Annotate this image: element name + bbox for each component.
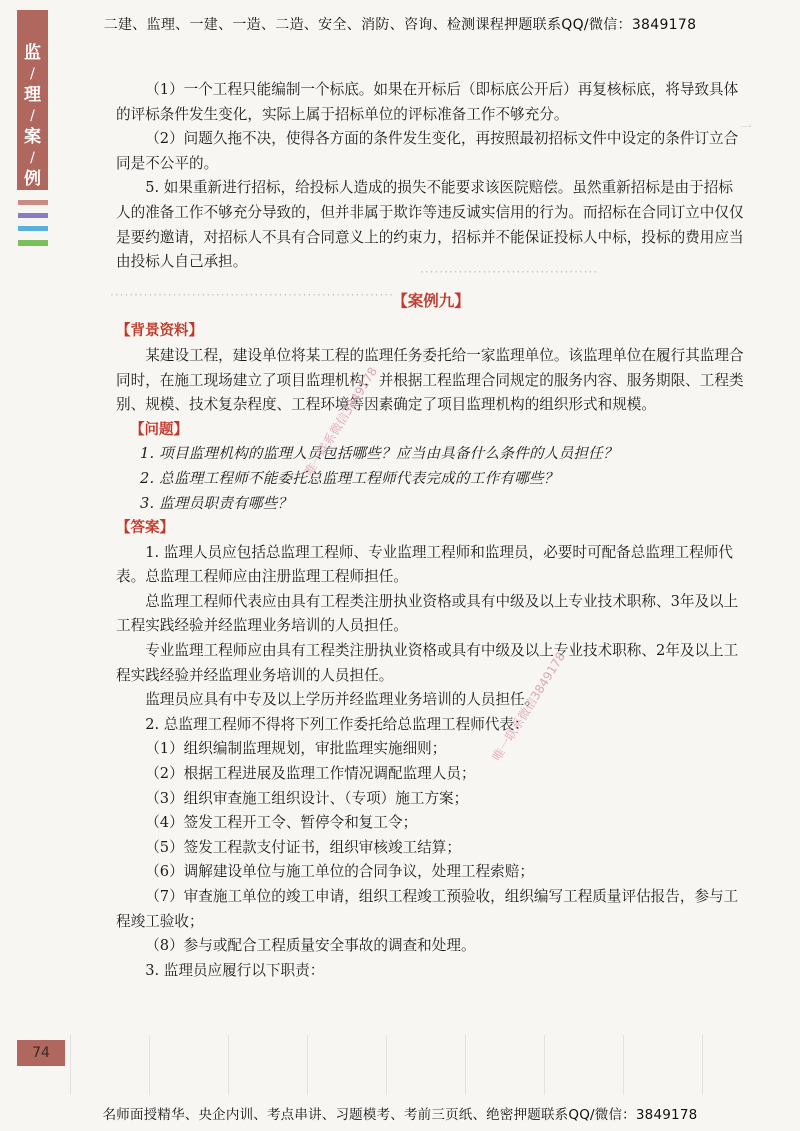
watermark: 唯一联系微信3849178 — [489, 649, 569, 764]
side-tab-char: 例 — [24, 169, 41, 189]
color-stripe — [18, 226, 48, 231]
paragraph: 5. 如果重新进行招标，给投标人造成的损失不能要求该医院赔偿。虽然重新招标是由于招标人的准备工作不够充分导致的，但并非属于欺诈等违反诚实信用的行为。而招标在合同订立中仅仅是要约邀请，对招标人不具有合同意义上的约束力，招标并不能保证投标人中标，投标的费用应当由投标人自己承担。 — [116, 179, 744, 271]
side-tab-char: 理 — [24, 85, 41, 105]
color-stripe — [18, 213, 48, 218]
bleed-through-text: ··························································· — [110, 288, 395, 302]
answer-list-item: （3）组织审查施工组织设计、（专项）施工方案； — [145, 789, 469, 807]
question-item: 1. 项目监理机构的监理人员包括哪些？应当由具备什么条件的人员担任？ — [140, 445, 618, 463]
bleed-through-text: 一 — [740, 120, 754, 134]
background-label: 【背景资料】 — [116, 323, 203, 340]
answer-paragraph: 2. 总监理工程师不得将下列工作委托给总监理工程师代表： — [145, 715, 529, 733]
side-tab-char: 案 — [24, 127, 41, 147]
question-item: 3. 监理员职责有哪些？ — [140, 494, 293, 512]
answer-paragraph: 监理员应具有中专及以上学历并经监理业务培训的人员担任。 — [145, 691, 540, 709]
answer-paragraph: 1. 监理人员应包括总监理工程师、专业监理工程师和监理员，必要时可配备总监理工程师代表。总监理工程师应由注册监理工程师担任。 — [116, 543, 733, 586]
watermark: 唯一联系微信3849178 — [301, 364, 381, 479]
answer-list-item: （2）根据工程进展及监理工作情况调配监理人员； — [145, 765, 476, 783]
side-tab-separator: / — [30, 66, 35, 82]
color-stripe — [18, 200, 48, 205]
paragraph: （2）问题久拖不决，使得各方面的条件发生变化，再按照最初招标文件中设定的条件订立合同是不公平的。 — [116, 130, 739, 172]
answer-list-item: （6）调解建设单位与施工单位的合同争议，处理工程索赔； — [145, 863, 534, 881]
side-tab-separator: / — [30, 150, 35, 166]
page-edge-texture — [70, 1035, 771, 1095]
side-tab-char: 监 — [24, 43, 41, 63]
answer-label: 【答案】 — [116, 520, 174, 537]
case-title: 【案例九】 — [392, 291, 470, 310]
answer-list-item: （1）组织编制监理规划，审批监理实施细则； — [145, 740, 447, 758]
answer-list-item: （8）参与或配合工程质量安全事故的调查和处理。 — [145, 937, 476, 955]
answer-paragraph: 总监理工程师代表应由具有工程类注册执业资格或具有中级及以上专业技术职称、3年及以上工程实践经验并经监理业务培训的人员担任。 — [116, 592, 739, 635]
bottom-banner: 名师面授精华、央企内训、考点串讲、习题模考、考前三页纸、绝密押题联系QQ/微信：3849178 — [102, 1107, 698, 1123]
bleed-through-text: ····································· — [420, 265, 599, 279]
page-number: 74 — [17, 1040, 65, 1066]
answer-list-item: （7）审查施工单位的竣工申请，组织工程竣工预验收，组织编写工程质量评估报告，参与工程竣工验收； — [116, 888, 739, 930]
answer-list-item: （5）签发工程款支付证书，组织审核竣工结算； — [145, 838, 461, 856]
page-content — [116, 78, 746, 983]
questions-label: 【问题】 — [130, 421, 188, 438]
color-stripe — [18, 240, 48, 246]
background-text: 某建设工程，建设单位将某工程的监理任务委托给一家监理单位。该监理单位在履行其监理合同时，在施工现场建立了项目监理机构，并根据工程监理合同规定的服务内容、服务期限、工程类别、规模、技术复杂程度、工程环境等因素确定了项目监理机构的组织形式和规模。 — [116, 346, 744, 414]
side-tab-separator: / — [30, 108, 35, 124]
top-banner: 二建、监理、一建、一造、二造、安全、消防、咨询、检测课程押题联系QQ/微信：3849178 — [103, 17, 697, 33]
answer-paragraph: 3. 监理员应履行以下职责： — [145, 961, 325, 979]
paragraph: （1）一个工程只能编制一个标底。如果在开标后（即标底公开后）再复核标底，将导致具体的评标条件发生变化，实际上属于招标单位的评标准备工作不够充分。 — [116, 81, 739, 123]
side-tab — [17, 10, 48, 190]
question-item: 2. 总监理工程师不能委托总监理工程师代表完成的工作有哪些？ — [140, 469, 559, 487]
answer-list-item: （4）签发工程开工令、暂停令和复工令； — [145, 814, 418, 832]
answer-paragraph: 专业监理工程师应由具有工程类注册执业资格或具有中级及以上专业技术职称、2年及以上工程实践经验并经监理业务培训的人员担任。 — [116, 642, 739, 684]
